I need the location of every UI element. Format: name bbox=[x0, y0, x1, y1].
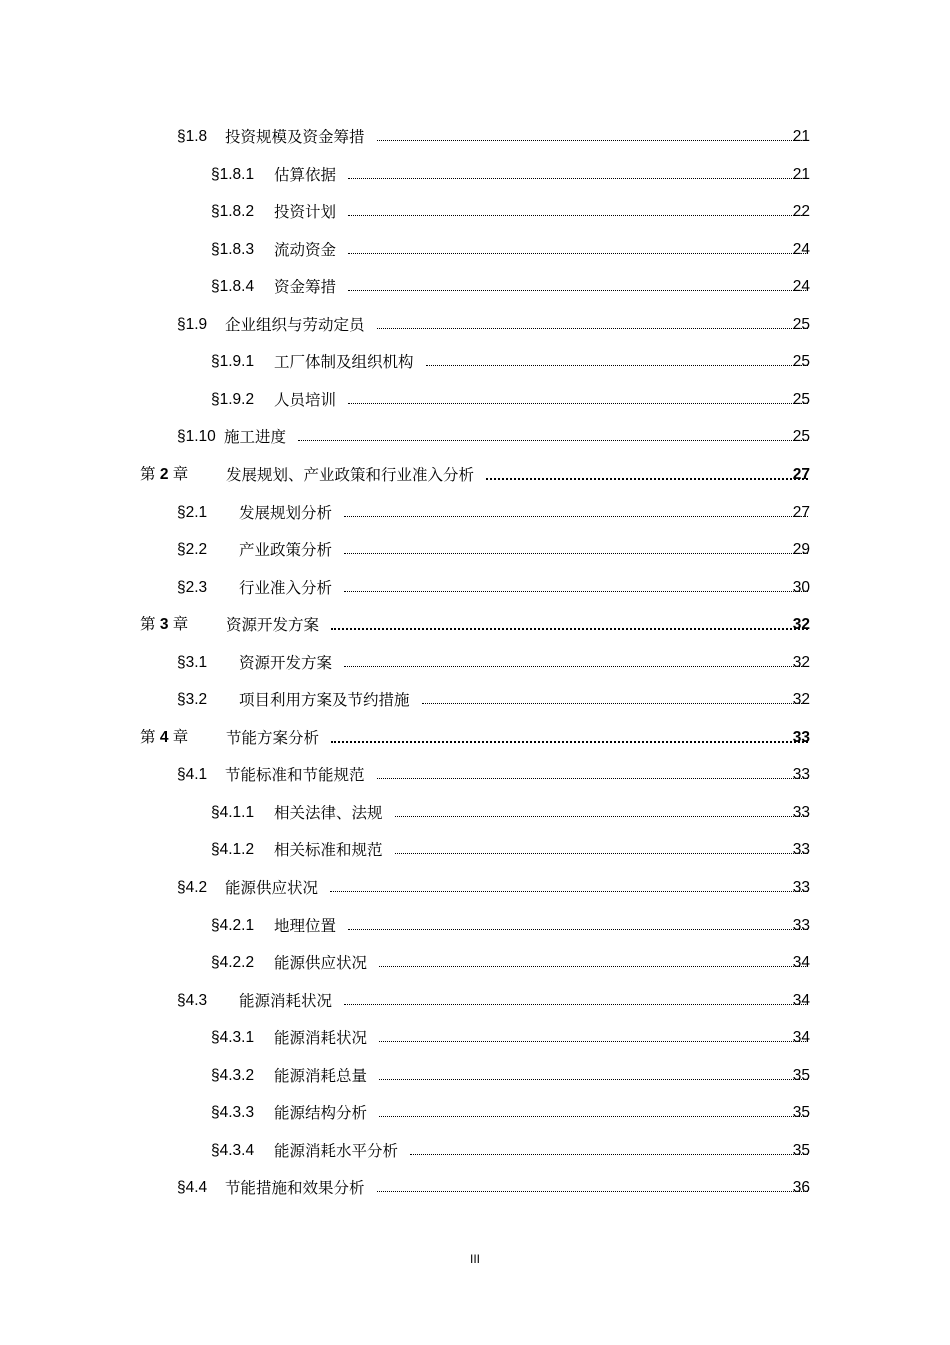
toc-dot-leader bbox=[379, 1116, 808, 1117]
toc-entry-number: §1.8.1 bbox=[211, 165, 255, 183]
toc-entry-number: §4.3.4 bbox=[211, 1141, 255, 1159]
toc-dot-leader bbox=[486, 478, 808, 480]
toc-entry-title: 工厂体制及组织机构 bbox=[274, 353, 414, 372]
toc-chapter-entry[interactable] bbox=[0, 614, 950, 636]
toc-entry-number: §1.8 bbox=[177, 128, 208, 145]
toc-entry-title: 行业准入分析 bbox=[239, 578, 333, 597]
toc-entry-title: 企业组织与劳动定员 bbox=[225, 315, 365, 334]
toc-dot-leader bbox=[348, 253, 808, 254]
toc-entry[interactable] bbox=[0, 952, 950, 974]
toc-entry[interactable] bbox=[0, 990, 950, 1012]
toc-entry-page: 22 bbox=[792, 203, 810, 221]
toc-entry-title: 能源消耗水平分析 bbox=[274, 1141, 399, 1160]
toc-dot-leader bbox=[377, 140, 808, 141]
toc-entry[interactable] bbox=[0, 877, 950, 899]
toc-entry-number bbox=[140, 464, 188, 486]
chapter-prefix: 第 bbox=[140, 728, 160, 746]
toc-entry-number: §4.4 bbox=[177, 1179, 208, 1197]
toc-dot-leader bbox=[344, 553, 808, 554]
toc-entry[interactable] bbox=[0, 239, 950, 261]
toc-entry-number: §1.10 bbox=[177, 428, 216, 446]
toc-entry[interactable] bbox=[0, 1177, 950, 1199]
toc-entry-number: §4.2.2 bbox=[211, 954, 255, 972]
toc-dot-leader bbox=[344, 1004, 808, 1005]
toc-entry-title: 投资规模及资金筹措 bbox=[225, 128, 365, 146]
chapter-suffix: 章 bbox=[168, 616, 189, 634]
toc-entry-number: §4.3 bbox=[177, 991, 208, 1009]
toc-entry-page: 25 bbox=[792, 353, 810, 371]
toc-entry-title: 人员培训 bbox=[274, 390, 337, 409]
toc-entry-title: 投资计划 bbox=[274, 203, 337, 222]
toc-entry-title: 流动资金 bbox=[274, 240, 337, 259]
toc-entry-number: §3.2 bbox=[177, 691, 208, 709]
toc-entry-title: 节能方案分析 bbox=[226, 728, 320, 747]
toc-dot-leader bbox=[377, 328, 808, 329]
toc-dot-leader bbox=[344, 591, 808, 592]
toc-dot-leader bbox=[331, 628, 808, 630]
toc-entry[interactable] bbox=[0, 802, 950, 824]
toc-entry[interactable] bbox=[0, 351, 950, 373]
chapter-number: 3 bbox=[159, 616, 169, 634]
toc-dot-leader bbox=[410, 1154, 808, 1155]
toc-dot-leader bbox=[348, 178, 808, 179]
toc-entry-page: 21 bbox=[792, 128, 810, 145]
toc-entry-page: 24 bbox=[792, 240, 810, 258]
chapter-number: 2 bbox=[159, 465, 169, 483]
toc-entry-title: 能源供应状况 bbox=[225, 879, 319, 897]
toc-entry-page: 27 bbox=[792, 503, 810, 521]
toc-entry-number: §1.8.3 bbox=[211, 240, 255, 258]
toc-entry-title: 节能标准和节能规范 bbox=[225, 766, 365, 785]
toc-dot-leader bbox=[330, 891, 808, 892]
toc-entry-title: 发展规划分析 bbox=[239, 503, 333, 522]
toc-entry-number: §1.9 bbox=[177, 315, 208, 333]
toc-dot-leader bbox=[348, 290, 808, 291]
toc-entry-page: 32 bbox=[792, 653, 810, 671]
toc-entry-title: 能源消耗状况 bbox=[239, 991, 333, 1010]
toc-chapter-entry[interactable] bbox=[0, 727, 950, 749]
toc-entry-page: 24 bbox=[792, 278, 810, 296]
toc-dot-leader bbox=[348, 403, 808, 404]
page-number: III bbox=[469, 1252, 480, 1266]
toc-dot-leader bbox=[379, 966, 808, 967]
chapter-suffix: 章 bbox=[168, 728, 189, 746]
toc-chapter-entry[interactable] bbox=[0, 464, 950, 486]
toc-entry-page: 29 bbox=[792, 541, 810, 559]
toc-entry-title: 地理位置 bbox=[274, 916, 337, 935]
toc-entry-page: 35 bbox=[792, 1066, 810, 1084]
toc-entry-page: 34 bbox=[792, 991, 810, 1009]
toc-entry[interactable] bbox=[0, 276, 950, 298]
toc-entry-page: 27 bbox=[792, 465, 810, 483]
toc-dot-leader bbox=[344, 516, 808, 517]
toc-entry-page: 34 bbox=[792, 954, 810, 972]
toc-entry[interactable] bbox=[0, 389, 950, 411]
toc-dot-leader bbox=[426, 365, 808, 366]
toc-entry-page: 30 bbox=[792, 578, 810, 596]
toc-dot-leader bbox=[348, 929, 808, 930]
toc-dot-leader bbox=[331, 741, 808, 743]
toc-entry-title: 能源消耗状况 bbox=[274, 1029, 368, 1048]
toc-entry[interactable] bbox=[0, 1065, 950, 1087]
toc-entry[interactable] bbox=[0, 1102, 950, 1124]
toc-entry-title: 资源开发方案 bbox=[239, 653, 333, 672]
toc-entry[interactable] bbox=[0, 126, 950, 148]
toc-entry-number: §1.9.1 bbox=[211, 353, 255, 371]
chapter-prefix: 第 bbox=[140, 465, 160, 483]
toc-entry-title: 能源结构分析 bbox=[274, 1104, 368, 1123]
toc-entry-title: 能源消耗总量 bbox=[274, 1066, 368, 1085]
toc-entry[interactable] bbox=[0, 502, 950, 524]
toc-entry-title: 施工进度 bbox=[224, 428, 287, 447]
toc-entry-number: §4.1.2 bbox=[211, 841, 255, 859]
chapter-number: 4 bbox=[159, 728, 169, 746]
toc-entry[interactable] bbox=[0, 1027, 950, 1049]
toc-entry-number: §4.1 bbox=[177, 766, 208, 784]
toc-entry[interactable] bbox=[0, 1140, 950, 1162]
toc-entry-title: 项目利用方案及节约措施 bbox=[239, 691, 410, 710]
toc-entry-title: 相关法律、法规 bbox=[274, 803, 383, 822]
toc-entry[interactable] bbox=[0, 164, 950, 186]
toc-dot-leader bbox=[377, 778, 808, 779]
toc-entry-number: §4.3.2 bbox=[211, 1066, 255, 1084]
toc-dot-leader bbox=[395, 853, 808, 854]
toc-entry-number bbox=[140, 727, 188, 749]
toc-entry-title: 发展规划、产业政策和行业准入分析 bbox=[226, 465, 475, 484]
toc-entry[interactable] bbox=[0, 577, 950, 599]
toc-entry-page: 35 bbox=[792, 1141, 810, 1159]
toc-entry-title: 能源供应状况 bbox=[274, 954, 368, 973]
toc-entry-page: 25 bbox=[792, 428, 810, 446]
toc-entry-page: 32 bbox=[792, 691, 810, 709]
toc-dot-leader bbox=[344, 666, 808, 667]
toc-entry-title: 相关标准和规范 bbox=[274, 841, 383, 860]
toc-entry[interactable] bbox=[0, 426, 950, 448]
toc-entry-number: §2.3 bbox=[177, 578, 208, 596]
toc-entry-page: 33 bbox=[792, 766, 810, 784]
toc-entry-number: §3.1 bbox=[177, 653, 208, 671]
toc-entry[interactable] bbox=[0, 689, 950, 711]
toc-entry-page: 33 bbox=[792, 916, 810, 934]
toc-entry-number: §4.3.3 bbox=[211, 1104, 255, 1122]
toc-entry[interactable] bbox=[0, 915, 950, 937]
toc-entry[interactable] bbox=[0, 652, 950, 674]
toc-entry-page: 21 bbox=[792, 165, 810, 183]
toc-dot-leader bbox=[395, 816, 808, 817]
toc-entry-number: §1.9.2 bbox=[211, 390, 255, 408]
toc-entry-number: §2.2 bbox=[177, 541, 208, 559]
toc-entry-number: §4.1.1 bbox=[211, 803, 255, 821]
toc-dot-leader bbox=[379, 1041, 808, 1042]
toc-entry-title: 产业政策分析 bbox=[239, 541, 333, 560]
chapter-prefix: 第 bbox=[140, 616, 160, 634]
toc-dot-leader bbox=[422, 703, 808, 704]
chapter-suffix: 章 bbox=[168, 465, 189, 483]
toc-entry[interactable] bbox=[0, 314, 950, 336]
toc-entry[interactable] bbox=[0, 201, 950, 223]
toc-entry-number: §1.8.4 bbox=[211, 278, 255, 296]
toc-entry[interactable] bbox=[0, 839, 950, 861]
toc-entry-title: 估算依据 bbox=[274, 165, 337, 184]
toc-entry-number: §4.2 bbox=[177, 879, 208, 896]
toc-entry-number: §4.2.1 bbox=[211, 916, 255, 934]
toc-entry-number: §2.1 bbox=[177, 503, 208, 521]
toc-dot-leader bbox=[379, 1079, 808, 1080]
toc-entry-title: 节能措施和效果分析 bbox=[225, 1179, 365, 1198]
toc-entry-page: 33 bbox=[792, 879, 810, 896]
toc-entry-page: 33 bbox=[792, 803, 810, 821]
toc-dot-leader bbox=[377, 1191, 808, 1192]
toc-entry-page: 25 bbox=[792, 390, 810, 408]
toc-entry-page: 33 bbox=[792, 728, 810, 746]
toc-entry-page: 36 bbox=[792, 1179, 810, 1197]
toc-entry-number bbox=[140, 614, 188, 636]
toc-entry-title: 资金筹措 bbox=[274, 278, 337, 297]
toc-entry[interactable] bbox=[0, 764, 950, 786]
toc-entry-number: §1.8.2 bbox=[211, 203, 255, 221]
toc-entry[interactable] bbox=[0, 539, 950, 561]
toc-entry-number: §4.3.1 bbox=[211, 1029, 255, 1047]
toc-dot-leader bbox=[348, 215, 808, 216]
toc-entry-page: 25 bbox=[792, 315, 810, 333]
toc-entry-page: 32 bbox=[792, 616, 810, 634]
toc-dot-leader bbox=[298, 440, 808, 441]
toc-entry-page: 35 bbox=[792, 1104, 810, 1122]
toc-entry-title: 资源开发方案 bbox=[226, 616, 320, 635]
toc-entry-page: 33 bbox=[792, 841, 810, 859]
toc-entry-page: 34 bbox=[792, 1029, 810, 1047]
